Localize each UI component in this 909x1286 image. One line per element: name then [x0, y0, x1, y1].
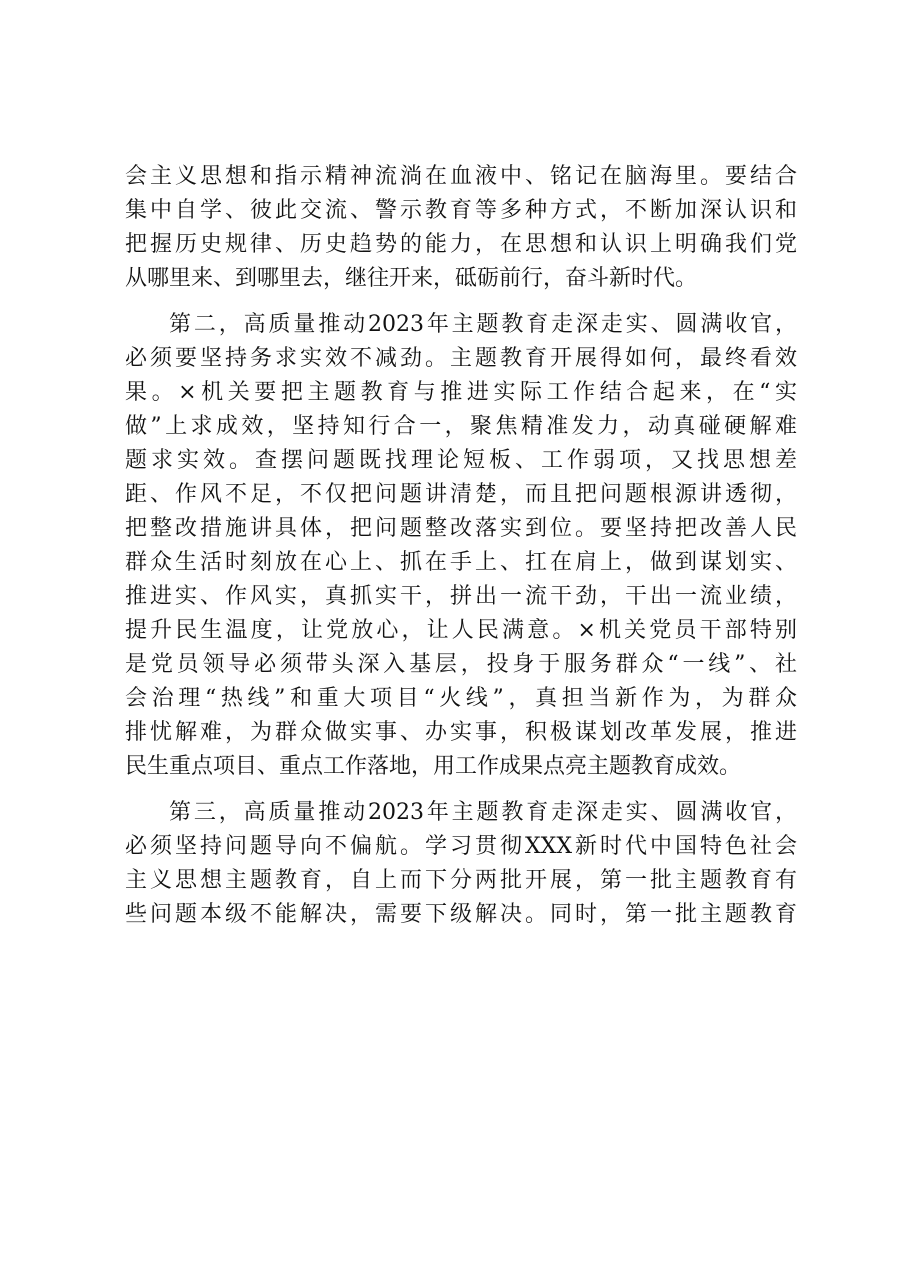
text-line: 推进实、作风实，真抓实干，拼出一流干劲，干出一流业绩，	[125, 584, 797, 609]
text-line: 群众生活时刻放在心上、抓在手上、扛在肩上，做到谋划实、	[125, 550, 797, 575]
text-line: 会主义思想和指示精神流淌在血液中、铭记在脑海里。要结合	[125, 164, 797, 189]
text-line: 些问题本级不能解决，需要下级解决。同时，第一批主题教育	[125, 902, 797, 927]
text-line: 第二，高质量推动2023年主题教育走深走实、圆满收官，	[169, 312, 797, 337]
text-line: 必须坚持问题导向不偏航。学习贯彻XXX新时代中国特色社会	[125, 834, 797, 859]
text-line: 做”上求成效，坚持知行合一，聚焦精准发力，动真碰硬解难	[125, 414, 797, 439]
text-line: 距、作风不足，不仅把问题讲清楚，而且把问题根源讲透彻，	[125, 482, 797, 507]
text-line: 必须要坚持务求实效不减劲。主题教育开展得如何，最终看效	[125, 346, 797, 371]
paragraph-2	[125, 308, 797, 784]
text-line: 第三，高质量推动2023年主题教育走深走实、圆满收官，	[169, 800, 797, 825]
text-line: 是党员领导必须带头深入基层，投身于服务群众“一线”、社	[125, 652, 797, 677]
text-line: 会治理“热线”和重大项目“火线”，真担当新作为，为群众	[125, 686, 797, 711]
text-line: 题求实效。查摆问题既找理论短板、工作弱项，又找思想差	[125, 448, 797, 473]
text-line: 民生重点项目、重点工作落地，用工作成果点亮主题教育成效。	[125, 754, 742, 779]
text-line: 集中自学、彼此交流、警示教育等多种方式，不断加深认识和	[125, 198, 797, 223]
text-line: 果。×机关要把主题教育与推进实际工作结合起来，在“实	[125, 380, 797, 405]
text-line: 排忧解难，为群众做实事、办实事，积极谋划改革发展，推进	[125, 720, 797, 745]
paragraph-3	[125, 796, 797, 932]
text-line: 主义思想主题教育，自上而下分两批开展，第一批主题教育有	[125, 868, 797, 893]
text-line: 把握历史规律、历史趋势的能力，在思想和认识上明确我们党	[125, 232, 797, 257]
text-line: 提升民生温度，让党放心，让人民满意。×机关党员干部特别	[125, 618, 797, 643]
document-page	[125, 160, 797, 944]
text-line: 把整改措施讲具体，把问题整改落实到位。要坚持把改善人民	[125, 516, 797, 541]
text-line: 从哪里来、到哪里去，继往开来，砥砺前行，奋斗新时代。	[125, 266, 698, 291]
paragraph-1	[125, 160, 797, 296]
